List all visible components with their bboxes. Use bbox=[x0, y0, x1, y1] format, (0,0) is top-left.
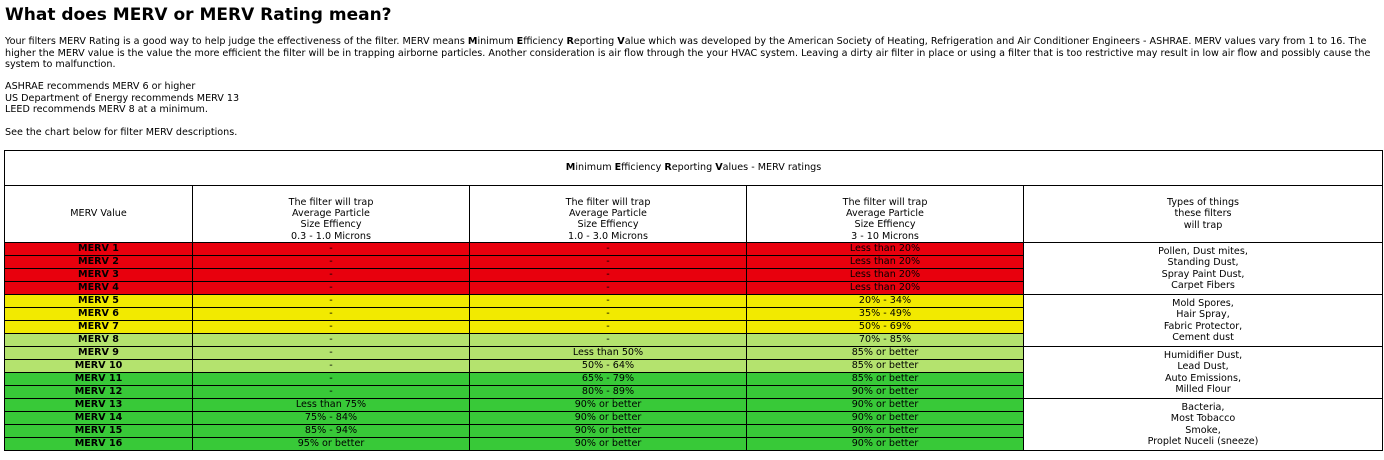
efficiency-1-0-3-0-cell: - bbox=[470, 321, 747, 334]
recommendation-doe: US Department of Energy recommends MERV 13 bbox=[5, 93, 240, 104]
type-line: Cement dust bbox=[1172, 331, 1234, 343]
merv-rating-cell: MERV 8 bbox=[5, 334, 193, 347]
type-line: Hair Spray, bbox=[1176, 309, 1230, 321]
header-1-0-3-0-microns: The filter will trap Average Particle Size Effiency 1.0 - 3.0 Microns bbox=[470, 186, 747, 243]
efficiency-3-10-cell: 20% - 34% bbox=[747, 295, 1024, 308]
efficiency-0-3-1-0-cell: 95% or better bbox=[193, 438, 470, 451]
table-row bbox=[5, 295, 1383, 308]
efficiency-3-10-cell: 85% or better bbox=[747, 360, 1024, 373]
table-row bbox=[5, 399, 1383, 412]
merv-rating-cell: MERV 10 bbox=[5, 360, 193, 373]
merv-rating-cell: MERV 7 bbox=[5, 321, 193, 334]
merv-rating-cell: MERV 9 bbox=[5, 347, 193, 360]
efficiency-0-3-1-0-cell: - bbox=[193, 282, 470, 295]
merv-rating-cell: MERV 5 bbox=[5, 295, 193, 308]
efficiency-0-3-1-0-cell: - bbox=[193, 373, 470, 386]
efficiency-3-10-cell: 90% or better bbox=[747, 425, 1024, 438]
efficiency-3-10-cell: 90% or better bbox=[747, 412, 1024, 425]
efficiency-1-0-3-0-cell: - bbox=[470, 308, 747, 321]
table-caption: Minimum Efficiency Reporting Values - MERV ratings bbox=[5, 151, 1383, 186]
types-trapped-cell bbox=[1024, 295, 1383, 347]
types-trapped-cell bbox=[1024, 399, 1383, 451]
merv-rating-cell: MERV 12 bbox=[5, 386, 193, 399]
efficiency-0-3-1-0-cell: - bbox=[193, 256, 470, 269]
efficiency-3-10-cell: 70% - 85% bbox=[747, 334, 1024, 347]
types-trapped-cell bbox=[1024, 347, 1383, 399]
recommendation-leed: LEED recommends MERV 8 at a minimum. bbox=[5, 104, 208, 115]
efficiency-0-3-1-0-cell: 85% - 94% bbox=[193, 425, 470, 438]
merv-rating-cell: MERV 4 bbox=[5, 282, 193, 295]
header-3-10-microns: The filter will trap Average Particle Size Effiency 3 - 10 Microns bbox=[747, 186, 1024, 243]
efficiency-0-3-1-0-cell: Less than 75% bbox=[193, 399, 470, 412]
efficiency-0-3-1-0-cell: - bbox=[193, 269, 470, 282]
efficiency-1-0-3-0-cell: 90% or better bbox=[470, 438, 747, 451]
efficiency-0-3-1-0-cell: 75% - 84% bbox=[193, 412, 470, 425]
efficiency-0-3-1-0-cell: - bbox=[193, 360, 470, 373]
efficiency-0-3-1-0-cell: - bbox=[193, 321, 470, 334]
type-line: Smoke, bbox=[1185, 424, 1221, 436]
efficiency-0-3-1-0-cell: - bbox=[193, 243, 470, 256]
type-line: Most Tobacco bbox=[1170, 413, 1236, 425]
header-merv-value: MERV Value bbox=[5, 186, 193, 243]
merv-rating-cell: MERV 13 bbox=[5, 399, 193, 412]
merv-ratings-table bbox=[4, 150, 1383, 451]
efficiency-3-10-cell: 35% - 49% bbox=[747, 308, 1024, 321]
table-row bbox=[5, 243, 1383, 256]
efficiency-1-0-3-0-cell: 90% or better bbox=[470, 425, 747, 438]
efficiency-3-10-cell: Less than 20% bbox=[747, 282, 1024, 295]
type-line: Bacteria, bbox=[1181, 401, 1225, 413]
type-line: Spray Paint Dust, bbox=[1161, 268, 1245, 280]
page-title: What does MERV or MERV Rating mean? bbox=[5, 5, 392, 25]
type-line: Standing Dust, bbox=[1167, 257, 1239, 269]
type-line: Milled Flour bbox=[1175, 383, 1231, 395]
type-line: Fabric Protector, bbox=[1163, 320, 1243, 332]
table-row bbox=[5, 347, 1383, 360]
efficiency-1-0-3-0-cell: 90% or better bbox=[470, 399, 747, 412]
efficiency-3-10-cell: Less than 20% bbox=[747, 269, 1024, 282]
recommendation-ashrae: ASHRAE recommends MERV 6 or higher bbox=[5, 81, 196, 92]
intro-paragraph: Your filters MERV Rating is a good way to help judge the effectiveness of the filter. MERV means Minimum Efficiency Reporting Value which was developed by the American Society of Heating, Refrigeration and Air Conditioner Engineers - ASHRAE. MERV values vary from 1 to 16. The higher the MERV value is the value the more efficient the filter will be in trapping airborne particles. Another consideration is air flow through the your HVAC system. Leaving a dirty air filter in place or using a filter that is too restrictive may result in low air flow and possibly cause the system to malfunction. bbox=[5, 36, 1371, 71]
efficiency-1-0-3-0-cell: - bbox=[470, 256, 747, 269]
type-line: Mold Spores, bbox=[1172, 297, 1234, 309]
efficiency-1-0-3-0-cell: 50% - 64% bbox=[470, 360, 747, 373]
types-trapped-cell bbox=[1024, 243, 1383, 295]
efficiency-1-0-3-0-cell: 65% - 79% bbox=[470, 373, 747, 386]
header-types-trapped: Types of things these filters will trap bbox=[1024, 186, 1383, 243]
efficiency-1-0-3-0-cell: - bbox=[470, 334, 747, 347]
efficiency-1-0-3-0-cell: - bbox=[470, 243, 747, 256]
merv-rating-cell: MERV 6 bbox=[5, 308, 193, 321]
merv-rating-cell: MERV 2 bbox=[5, 256, 193, 269]
type-line: Auto Emissions, bbox=[1164, 372, 1242, 384]
efficiency-1-0-3-0-cell: - bbox=[470, 282, 747, 295]
merv-rating-cell: MERV 16 bbox=[5, 438, 193, 451]
efficiency-0-3-1-0-cell: - bbox=[193, 295, 470, 308]
chart-note: See the chart below for filter MERV descriptions. bbox=[5, 127, 238, 138]
merv-rating-cell: MERV 15 bbox=[5, 425, 193, 438]
efficiency-3-10-cell: 90% or better bbox=[747, 386, 1024, 399]
efficiency-0-3-1-0-cell: - bbox=[193, 308, 470, 321]
efficiency-1-0-3-0-cell: - bbox=[470, 295, 747, 308]
efficiency-1-0-3-0-cell: 80% - 89% bbox=[470, 386, 747, 399]
efficiency-0-3-1-0-cell: - bbox=[193, 386, 470, 399]
efficiency-1-0-3-0-cell: Less than 50% bbox=[470, 347, 747, 360]
type-line: Humidifier Dust, bbox=[1163, 349, 1243, 361]
type-line: Pollen, Dust mites, bbox=[1158, 245, 1248, 257]
efficiency-3-10-cell: Less than 20% bbox=[747, 256, 1024, 269]
efficiency-1-0-3-0-cell: - bbox=[470, 269, 747, 282]
efficiency-3-10-cell: 85% or better bbox=[747, 347, 1024, 360]
efficiency-3-10-cell: 50% - 69% bbox=[747, 321, 1024, 334]
efficiency-0-3-1-0-cell: - bbox=[193, 347, 470, 360]
type-line: Lead Dust, bbox=[1177, 361, 1229, 373]
efficiency-1-0-3-0-cell: 90% or better bbox=[470, 412, 747, 425]
efficiency-3-10-cell: 90% or better bbox=[747, 399, 1024, 412]
efficiency-0-3-1-0-cell: - bbox=[193, 334, 470, 347]
type-line: Carpet Fibers bbox=[1171, 279, 1235, 291]
merv-rating-cell: MERV 11 bbox=[5, 373, 193, 386]
efficiency-3-10-cell: 90% or better bbox=[747, 438, 1024, 451]
merv-rating-cell: MERV 3 bbox=[5, 269, 193, 282]
type-line: Proplet Nuceli (sneeze) bbox=[1147, 435, 1259, 447]
efficiency-3-10-cell: Less than 20% bbox=[747, 243, 1024, 256]
merv-rating-cell: MERV 1 bbox=[5, 243, 193, 256]
merv-rating-cell: MERV 14 bbox=[5, 412, 193, 425]
header-0-3-1-0-microns: The filter will trap Average Particle Size Effiency 0.3 - 1.0 Microns bbox=[193, 186, 470, 243]
efficiency-3-10-cell: 85% or better bbox=[747, 373, 1024, 386]
